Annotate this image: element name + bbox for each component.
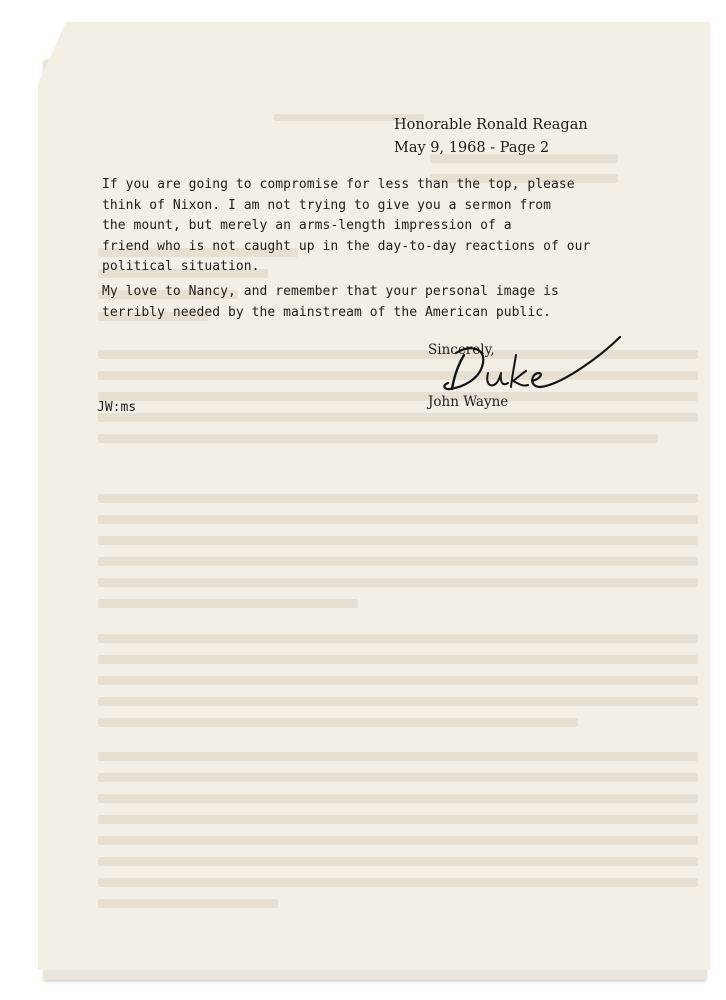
paragraph-2-line: My love to Nancy, and remember that your personal image is [102,284,559,299]
handwritten-signature [412,315,622,405]
letter-page [38,22,710,970]
paragraph-1-line: friend who is not caught up in the day-to-day reactions of our [102,238,591,254]
paragraph-1-line: If you are going to compromise for less than the top, please [102,177,575,192]
date-page-line: May 9, 1968 - Page 2 [394,140,550,156]
typist-initials: JW:ms [97,400,137,415]
bleed-through-text [38,22,710,970]
closing-salutation: Sincerely, [428,342,495,358]
paragraph-1-line: think of Nixon. I am not trying to give you a sermon from [102,197,551,213]
paragraph-1 [102,175,590,278]
paragraph-2-line: terribly needed by the mainstream of the American public. [102,304,551,320]
recipient-line: Honorable Ronald Reagan [394,117,588,133]
paragraph-1-line: the mount, but merely an arms-length impression of a [102,218,512,234]
signer-name: John Wayne [428,394,509,410]
paragraph-1-line: political situation. [102,259,260,275]
